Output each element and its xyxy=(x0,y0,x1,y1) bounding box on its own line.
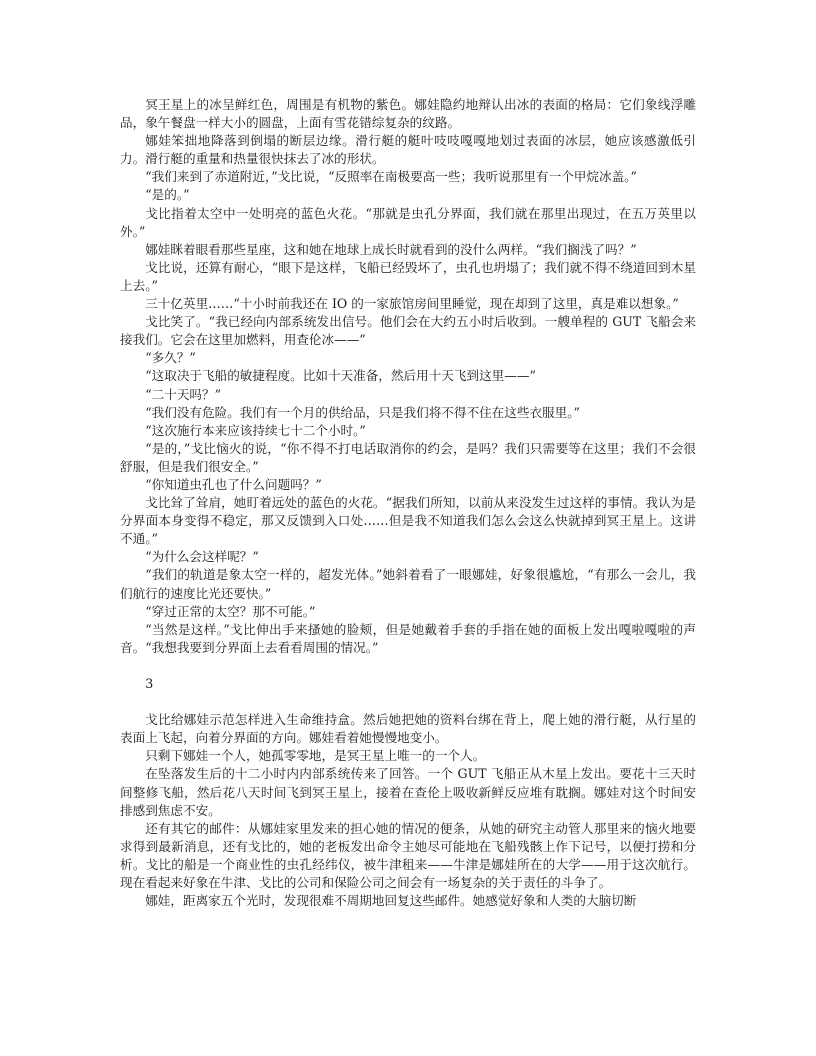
paragraph: 戈比指着太空中一处明亮的蓝色火花。“那就是虫孔分界面，我们就在那里出现过，在五万英里以外。” xyxy=(120,205,696,239)
paragraph: “当然是这样。”戈比伸出手来搔她的脸颊，但是她戴着手套的手指在她的面板上发出嘎啦嘎啦的声音。“我想我要到分界面上去看看周围的情况。” xyxy=(120,621,696,655)
paragraph: “为什么会这样呢？” xyxy=(145,549,259,565)
blank-line xyxy=(120,693,696,711)
paragraph: “这取决于飞船的敏捷程度。比如十天准备，然后用十天飞到这里——” xyxy=(145,368,536,384)
paragraph: “你知道虫孔也了什么问题吗？” xyxy=(145,476,322,492)
paragraph: “穿过正常的太空？那不可能。” xyxy=(145,603,316,619)
paragraph: “我们的轨道是象太空一样的，超发光体。”她斜着看了一眼娜娃，好象很尴尬，“有那么一会儿，我们航行的速度比光还要快。” xyxy=(120,567,696,601)
section-number: 3 xyxy=(145,676,154,691)
paragraph: “二十天吗？” xyxy=(145,386,222,402)
paragraph: “是的。” xyxy=(145,187,190,203)
paragraph: 在坠落发生后的十二小时内内部系统传来了回答。一个 GUT 飞船正从木星上发出。要花十三天时间整修飞船，然后花八天时间飞到冥王星上，接着在查伦上吸收新鲜反应堆有耽搁。娜娃对这个时间安排感到焦虑不安。 xyxy=(120,766,696,818)
paragraph: 娜娃笨拙地降落到倒塌的断层边缘。滑行艇的艇叶吱吱嘎嘎地划过表面的冰层，她应该感激低引力。滑行艇的重量和热量很快抹去了冰的形状。 xyxy=(120,133,696,167)
paragraph: “我们没有危险。我们有一个月的供给品，只是我们将不得不住在这些衣服里。” xyxy=(145,404,580,420)
paragraph: “我们来到了赤道附近，”戈比说，“反照率在南极要高一些；我听说那里有一个甲烷冰盖。” xyxy=(145,169,637,185)
paragraph: “是的，”戈比恼火的说，“你不得不打电话取消你的约会，是吗？我们只需要等在这里；我们不会很舒服，但是我们很安全。” xyxy=(120,440,696,474)
paragraph: 只剩下娜娃一个人，她孤零零地，是冥王星上唯一的一个人。 xyxy=(145,748,486,764)
paragraph: 还有其它的邮件：从娜娃家里发来的担心她的情况的便条，从她的研究主动管人那里来的恼火地要求得到最新消息，还有戈比的，她的老板发出命令主她尽可能地在飞船残骸上作下记号，以便打捞和分析。戈比的船是一个商业性的虫孔经纬仪，被牛津租来——牛津是娜娃所在的大学——用于这次航行。现在看起来好象在牛津、戈比的公司和保险公司之间会有一场复杂的关于责任的斗争了。 xyxy=(120,820,696,891)
paragraph: 娜娃，距离家五个光时，发现很难不周期地回复这些邮件。她感觉好象和人类的大脑切断 xyxy=(145,893,637,909)
paragraph: 娜娃眯着眼看那些星座，这和她在地球上成长时就看到的没什么两样。“我们搁浅了吗？” xyxy=(145,241,637,257)
paragraph: 戈比给娜娃示范怎样进入生命维持盒。然后她把她的资料台绑在背上，爬上她的滑行艇，从行星的表面上飞起，向着分界面的方向。娜娃看着她慢慢地变小。 xyxy=(120,712,696,746)
paragraph: 戈比说，还算有耐心，“眼下是这样，飞船已经毁坏了，虫孔也坍塌了；我们就不得不绕道回到木星上去。” xyxy=(120,259,696,293)
paragraph: 三十亿英里……“十小时前我还在 IO 的一家旅馆房间里睡觉，现在却到了这里，真是难以想象。” xyxy=(145,296,679,312)
document-page xyxy=(120,96,696,910)
paragraph: 戈比耸了耸肩，她盯着远处的蓝色的火花。“据我们所知，以前从来没发生过这样的事情。我认为是分界面本身变得不稳定，那又反馈到入口处……但是我不知道我们怎么会这么快就掉到冥王星上。这讲不通。” xyxy=(120,495,696,547)
paragraph: “这次施行本来应该持续七十二个小时。” xyxy=(145,422,366,438)
paragraph: 冥王星上的冰呈鲜红色，周围是有机物的紫色。娜娃隐约地辩认出冰的表面的格局：它们象线浮雕品，象午餐盘一样大小的圆盘，上面有雪花错综复杂的纹路。 xyxy=(120,97,696,131)
paragraph: 戈比笑了。“我已经向内部系统发出信号。他们会在大约五小时后收到。一艘单程的 GUT 飞船会来接我们。它会在这里加燃料，用查伦冰——” xyxy=(120,314,696,348)
blank-line xyxy=(120,657,696,675)
paragraph: “多久？” xyxy=(145,350,196,366)
